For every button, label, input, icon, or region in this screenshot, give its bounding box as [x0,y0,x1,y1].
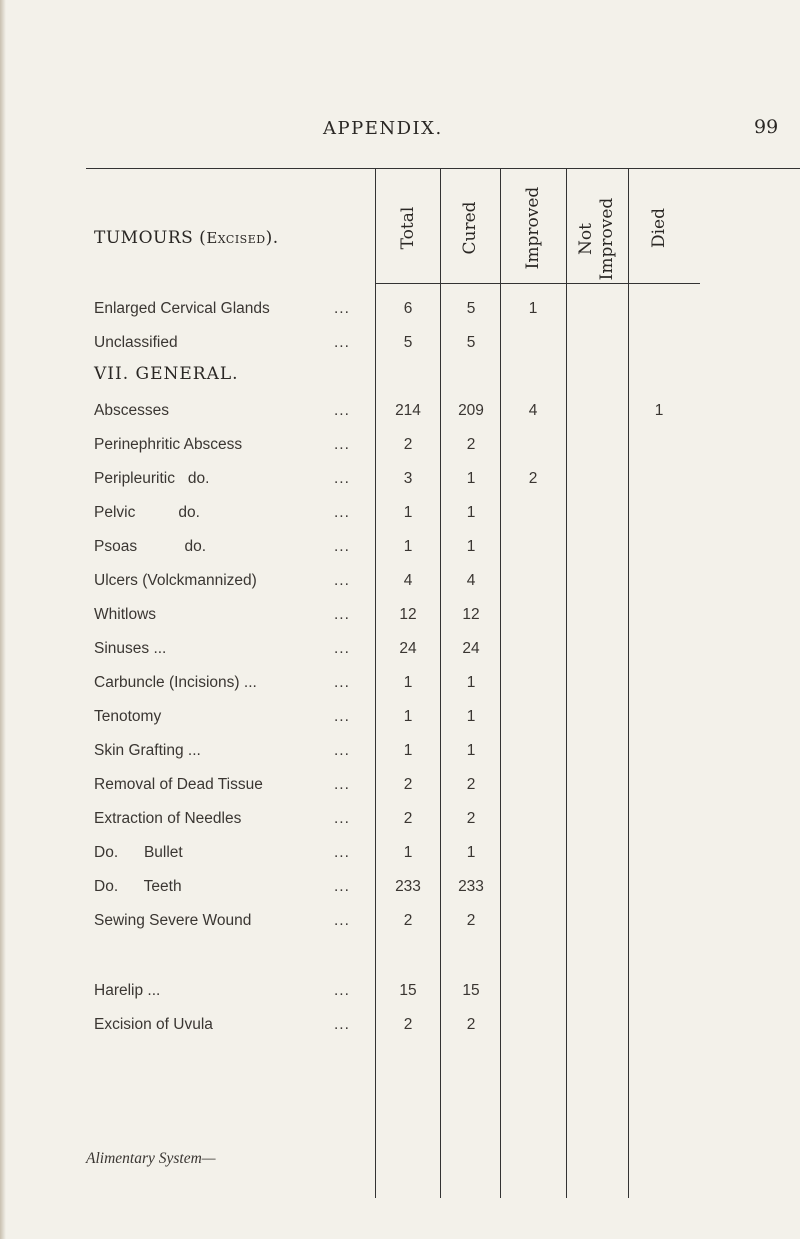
cell-cured: 1 [466,504,476,521]
cell-cured: 1 [466,538,476,555]
cell-total: 12 [399,606,417,623]
leader-dots: ... [334,878,350,895]
leader-dots: ... [334,334,350,351]
row-label: Ulcers (Volckmannized) [94,572,257,589]
cell-cured: 1 [466,742,476,759]
table-title-end: ). [265,228,279,248]
row-label: Pelvic do. [94,504,200,521]
cell-cured: 2 [466,912,476,929]
leader-dots: ... [334,776,350,793]
cell-total: 1 [403,708,413,725]
leader-dots: ... [334,300,350,317]
leader-dots: ... [334,538,350,555]
row-label: Carbuncle (Incisions) ... [94,674,257,691]
table-row [0,912,800,942]
row-label: Perinephritic Abscess [94,436,243,453]
leader-dots: ... [334,912,350,929]
cell-cured: 12 [462,606,480,623]
cell-cured: 233 [458,878,484,895]
cell-total: 1 [403,538,413,555]
cell-total: 1 [403,674,413,691]
section-heading-general: VII. GENERAL. [94,364,239,384]
row-label: Do. Teeth [94,878,182,895]
cell-cured: 5 [466,300,476,317]
cell-total: 3 [403,470,413,487]
cell-total: 4 [403,572,413,589]
column-header-not-improved [576,164,618,314]
leader-dots: ... [334,470,350,487]
table-row [0,674,800,704]
row-label: Peripleuritic do. [94,470,210,487]
cell-cured: 5 [466,334,476,351]
row-label: Skin Grafting ... [94,742,201,759]
table-title [94,228,279,248]
leader-dots: ... [334,708,350,725]
table-row [0,504,800,534]
cell-cured: 2 [466,436,476,453]
table-title-small: Excised [206,229,266,247]
cell-total: 15 [399,982,417,999]
row-label: Sinuses ... [94,640,167,657]
column-header-cured: Cured [460,201,480,255]
row-label: Enlarged Cervical Glands [94,300,270,317]
row-label: Do. Bullet [94,844,183,861]
row-label: Unclassified [94,334,178,351]
table-row [0,538,800,568]
leader-dots: ... [334,810,350,827]
cell-cured: 209 [458,402,484,419]
table-row [0,1016,800,1046]
cell-cured: 24 [462,640,480,657]
table-row [0,334,800,364]
table-row [0,402,800,432]
cell-cured: 2 [466,810,476,827]
table-title-main: TUMOURS ( [94,228,207,248]
cell-total: 233 [395,878,421,895]
cell-cured: 2 [466,776,476,793]
row-label: Whitlows [94,606,157,623]
cell-total: 6 [403,300,413,317]
cell-total: 1 [403,504,413,521]
table-top-rule [86,168,800,169]
row-label: Sewing Severe Wound [94,912,252,929]
table-row [0,708,800,738]
table-row [0,776,800,806]
table-row [0,844,800,874]
table-row [0,810,800,840]
section-heading-alimentary: Alimentary System— [86,1150,216,1167]
cell-died: 1 [654,402,664,419]
leader-dots: ... [334,982,350,999]
leader-dots: ... [334,402,350,419]
column-header-not-line1: Not [576,223,596,255]
cell-cured: 1 [466,708,476,725]
table-row [0,572,800,602]
column-header-not-line2: Improved [597,197,617,281]
cell-improved: 4 [528,402,538,419]
leader-dots: ... [334,436,350,453]
cell-cured: 2 [466,1016,476,1033]
running-head: APPENDIX. [323,118,443,139]
table-row [0,982,800,1012]
row-label: Tenotomy [94,708,162,725]
row-label: Removal of Dead Tissue [94,776,263,793]
table-row [0,878,800,908]
cell-total: 2 [403,436,413,453]
row-label: Excision of Uvula [94,1016,213,1033]
cell-cured: 4 [466,572,476,589]
column-header-died: Died [649,208,669,249]
leader-dots: ... [334,504,350,521]
cell-total: 2 [403,810,413,827]
leader-dots: ... [334,640,350,657]
cell-total: 1 [403,844,413,861]
leader-dots: ... [334,674,350,691]
cell-cured: 1 [466,674,476,691]
cell-total: 2 [403,776,413,793]
cell-cured: 1 [466,844,476,861]
row-label: Psoas do. [94,538,206,555]
leader-dots: ... [334,844,350,861]
cell-total: 2 [403,912,413,929]
cell-improved: 1 [528,300,538,317]
table-row [0,300,800,330]
cell-cured: 15 [462,982,480,999]
row-label: Abscesses [94,402,169,419]
table-row [0,742,800,772]
leader-dots: ... [334,606,350,623]
table-row [0,436,800,466]
cell-total: 2 [403,1016,413,1033]
row-label: Extraction of Needles [94,810,242,827]
table-row [0,470,800,500]
page-number: 99 [754,116,779,138]
table-row [0,640,800,670]
leader-dots: ... [334,572,350,589]
cell-total: 24 [399,640,417,657]
cell-total: 214 [395,402,421,419]
column-header-improved: Improved [523,186,543,270]
table-row [0,606,800,636]
cell-improved: 2 [528,470,538,487]
row-label: Harelip ... [94,982,161,999]
column-header-total: Total [398,206,418,250]
leader-dots: ... [334,742,350,759]
cell-cured: 1 [466,470,476,487]
cell-total: 1 [403,742,413,759]
leader-dots: ... [334,1016,350,1033]
cell-total: 5 [403,334,413,351]
